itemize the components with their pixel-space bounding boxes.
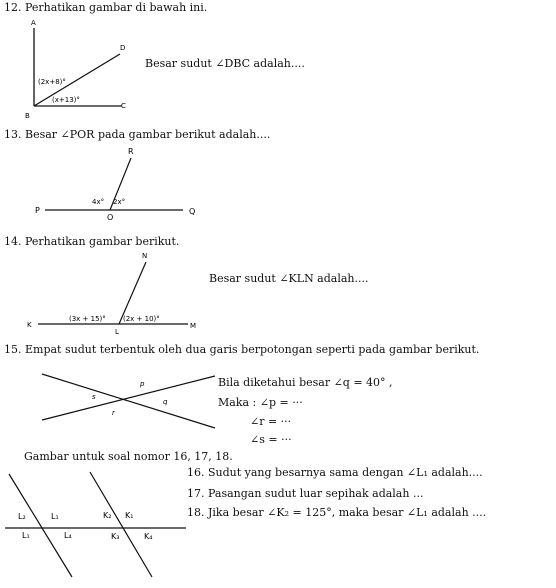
q15-label-r: r xyxy=(112,409,115,417)
q15-figure xyxy=(40,362,220,442)
group-label-l2: L₂ xyxy=(18,512,26,521)
q14-figure xyxy=(0,250,210,345)
q12-angle-1: (2x+8)° xyxy=(38,78,66,86)
q12-label-d: D xyxy=(120,44,126,52)
q12-figure xyxy=(0,14,140,124)
group-label-k4: K₄ xyxy=(144,532,153,541)
q12-label-c: C xyxy=(121,102,126,110)
q13-angle-2: 2x° xyxy=(113,198,126,206)
q13-label-q: Q xyxy=(189,207,196,216)
q12-question: Besar sudut ∠DBC adalah.... xyxy=(145,57,305,70)
q15-title: 15. Empat sudut terbentuk oleh dua garis berpotongan seperti pada gambar berikut. xyxy=(4,343,480,356)
q14-label-k: K xyxy=(27,321,32,329)
q15-given: Bila diketahui besar ∠q = 40° , xyxy=(218,376,393,389)
q13-title: 13. Besar ∠POR pada gambar berikut adalah.... xyxy=(4,128,271,141)
q15-answer-s: ∠s = ··· xyxy=(250,433,292,446)
q14-label-m: M xyxy=(190,322,197,330)
q12-angle-2: (x+13)° xyxy=(52,96,80,104)
q18-text: 18. Jika besar ∠K₂ = 125°, maka besar ∠L₁ adalah .... xyxy=(187,506,487,519)
q16-text: 16. Sudut yang besarnya sama dengan ∠L₁ adalah.... xyxy=(187,466,483,479)
q14-title: 14. Perhatikan gambar berikut. xyxy=(4,235,180,248)
group-caption: Gambar untuk soal nomor 16, 17, 18. xyxy=(24,450,233,463)
q14-label-l: L xyxy=(115,328,119,336)
q14-label-n: N xyxy=(142,252,148,260)
q15-label-s: s xyxy=(92,393,96,401)
q12-label-b: B xyxy=(25,112,30,120)
group-line-l xyxy=(9,474,72,577)
q14-question: Besar sudut ∠KLN adalah.... xyxy=(209,272,369,285)
group-label-l1-top: L₁ xyxy=(51,512,59,521)
group-label-l1: L₁ xyxy=(22,531,30,540)
q13-label-r: R xyxy=(128,147,134,156)
group-line-k xyxy=(90,472,152,577)
q14-angle-1: (3x + 15)° xyxy=(69,315,106,323)
group-label-k1: K₁ xyxy=(125,511,134,520)
q14-angle-2: (2x + 10)° xyxy=(123,315,160,323)
q12-label-a: A xyxy=(31,19,36,27)
group-label-k3: K₃ xyxy=(111,532,120,541)
q15-label-p: p xyxy=(140,380,145,388)
q15-label-q: q xyxy=(163,398,168,406)
q15-answer-p: Maka : ∠p = ··· xyxy=(218,396,303,409)
group-figure xyxy=(0,462,200,588)
group-label-l4: L₄ xyxy=(64,531,72,540)
q13-label-p: P xyxy=(35,206,40,215)
group-label-k2: K₂ xyxy=(103,511,112,520)
q13-angle-1: 4x° xyxy=(92,198,105,206)
q17-text: 17. Pasangan sudut luar sepihak adalah ... xyxy=(187,487,424,500)
q13-figure xyxy=(0,140,200,225)
q13-label-o: O xyxy=(107,213,114,222)
q12-title: 12. Perhatikan gambar di bawah ini. xyxy=(4,1,208,14)
q15-answer-r: ∠r = ··· xyxy=(250,415,292,428)
